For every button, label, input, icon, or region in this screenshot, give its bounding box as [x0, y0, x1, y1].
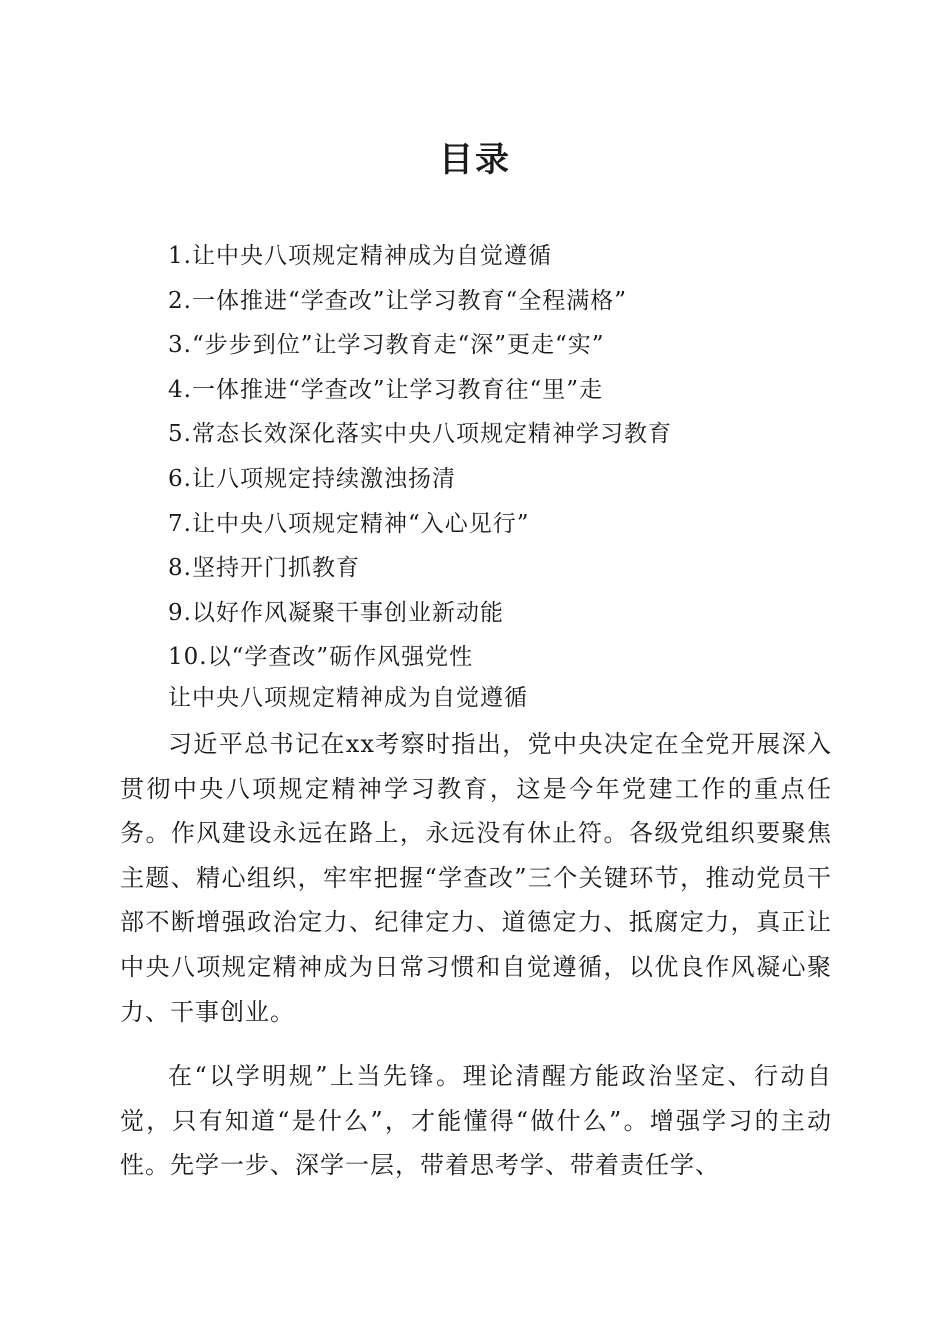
toc-item: 9.以好作风凝聚干事创业新动能	[168, 599, 504, 626]
paragraph-spacer	[120, 1034, 832, 1054]
body-paragraph: 在“以学明规”上当先锋。理论清醒方能政治坚定、行动自觉，只有知道“是什么”，才能懂得“做什么”。增强学习的主动性。先学一步、深学一层，带着思考学、带着责任学、	[120, 1062, 832, 1180]
toc-item: 2.一体推进“学查改”让学习教育“全程满格”	[168, 287, 627, 314]
page-title: 目录	[439, 140, 511, 180]
body-paragraph: 习近平总书记在xx考察时指出，党中央决定在全党开展深入贯彻中央八项规定精神学习教育，这是今年党建工作的重点任务。作风建设永远在路上，永远没有休止符。各级党组织要聚焦主题、精心组织，牢牢把握“学查改”三个关键环节，推动党员干部不断增强政治定力、纪律定力、道德定力、抵腐定力，真正让中央八项规定精神成为日常习惯和自觉遵循，以优良作风凝心聚力、干事创业。	[120, 730, 832, 1026]
toc-item: 4.一体推进“学查改”让学习教育往“里”走	[168, 376, 603, 403]
toc-item: 7.让中央八项规定精神“入心见行”	[168, 510, 530, 537]
toc-item: 5.常态长效深化落实中央八项规定精神学习教育	[168, 421, 672, 448]
toc-item: 8.坚持开门抓教育	[168, 555, 360, 582]
table-of-contents	[168, 234, 868, 680]
toc-item: 3.“步步到位”让学习教育走“深”更走“实”	[168, 332, 605, 359]
article-body	[120, 722, 832, 1188]
toc-item: 10.以“学查改”砺作风强党性	[168, 644, 474, 671]
toc-item: 6.让八项规定持续激浊扬清	[168, 465, 456, 492]
toc-item: 1.让中央八项规定精神成为自觉遵循	[168, 243, 552, 269]
article-title: 让中央八项规定精神成为自觉遵循	[168, 685, 528, 711]
